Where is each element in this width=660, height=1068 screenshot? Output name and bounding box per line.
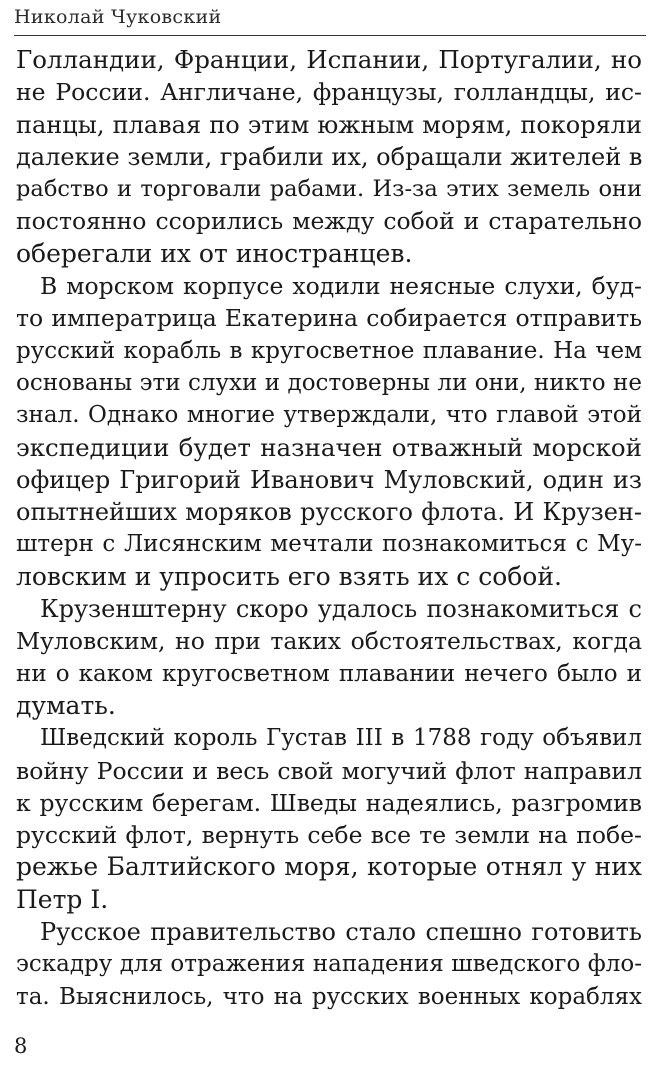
text-line: то императрица Екатерина собирается отправить <box>16 304 642 333</box>
text-line: Русское правительство стало спешно готовить <box>40 918 642 947</box>
text-line: не России. Англичане, французы, голландцы, ис- <box>16 78 642 107</box>
paragraph <box>16 270 642 593</box>
text-line: Голландии, Франции, Испании, Португалии, но <box>16 45 642 74</box>
text-line: войну России и весь свой могучий флот направил <box>16 756 642 785</box>
text-line: основаны эти слухи и достоверны ли они, никто не <box>16 369 642 396</box>
running-head: Николай Чуковский <box>14 6 222 28</box>
text-line: В морском корпусе ходили неясные слухи, буд- <box>40 272 642 301</box>
text-line: режье Балтийского моря, которые отнял у них <box>16 852 642 882</box>
text-line: Шведский король Густав III в 1788 году объявил <box>40 725 642 752</box>
body-text <box>16 44 642 1013</box>
text-line: думать. <box>16 690 116 720</box>
text-line: русский корабль в кругосветное плавание. На чем <box>16 337 642 364</box>
text-line: русский флот, вернуть себе все те земли на побе- <box>16 821 642 850</box>
text-line: постоянно ссорились между собой и старательно <box>16 207 642 236</box>
text-line: ловским и упросить его взять их с собой. <box>16 561 562 591</box>
text-line: опытнейших моряков русского флота. И Крузен- <box>16 498 642 527</box>
text-line: Крузенштерну скоро удалось познакомиться с <box>40 595 642 624</box>
paragraph <box>16 44 642 270</box>
text-line: далекие земли, грабили их, обращали жителей в <box>16 142 643 171</box>
text-line: оберегали их от иностранцев. <box>16 238 413 268</box>
text-line: штерн с Лисянским мечтали познакомиться с Му- <box>16 531 642 558</box>
text-line: рабство и торговали рабами. Из-за этих земель они <box>16 176 642 203</box>
text-line: знал. Однако многие утверждали, что главой этой <box>16 402 642 429</box>
paragraph <box>16 722 642 916</box>
text-line: ни о каком кругосветном плавании нечего было и <box>16 660 642 687</box>
text-line: к русским берегам. Шведы надеялись, разгромив <box>16 788 642 817</box>
text-line: Петр I. <box>16 884 109 914</box>
text-line: та. Выяснилось, что на русских военных кораблях <box>16 983 642 1010</box>
page-number: 8 <box>14 1034 28 1058</box>
text-line: экспедиции будет назначен отважный морской <box>16 432 642 462</box>
header-rule <box>14 35 646 36</box>
text-line: офицер Григорий Иванович Муловский, один из <box>16 465 642 494</box>
text-line: Муловским, но при таких обстоятельствах, когда <box>16 627 642 656</box>
paragraph <box>16 916 642 1013</box>
paragraph <box>16 593 642 722</box>
text-line: эскадру для отражения нападения шведского фло- <box>16 951 642 978</box>
text-line: панцы, плавая по этим южным морям, покоряли <box>16 110 642 139</box>
